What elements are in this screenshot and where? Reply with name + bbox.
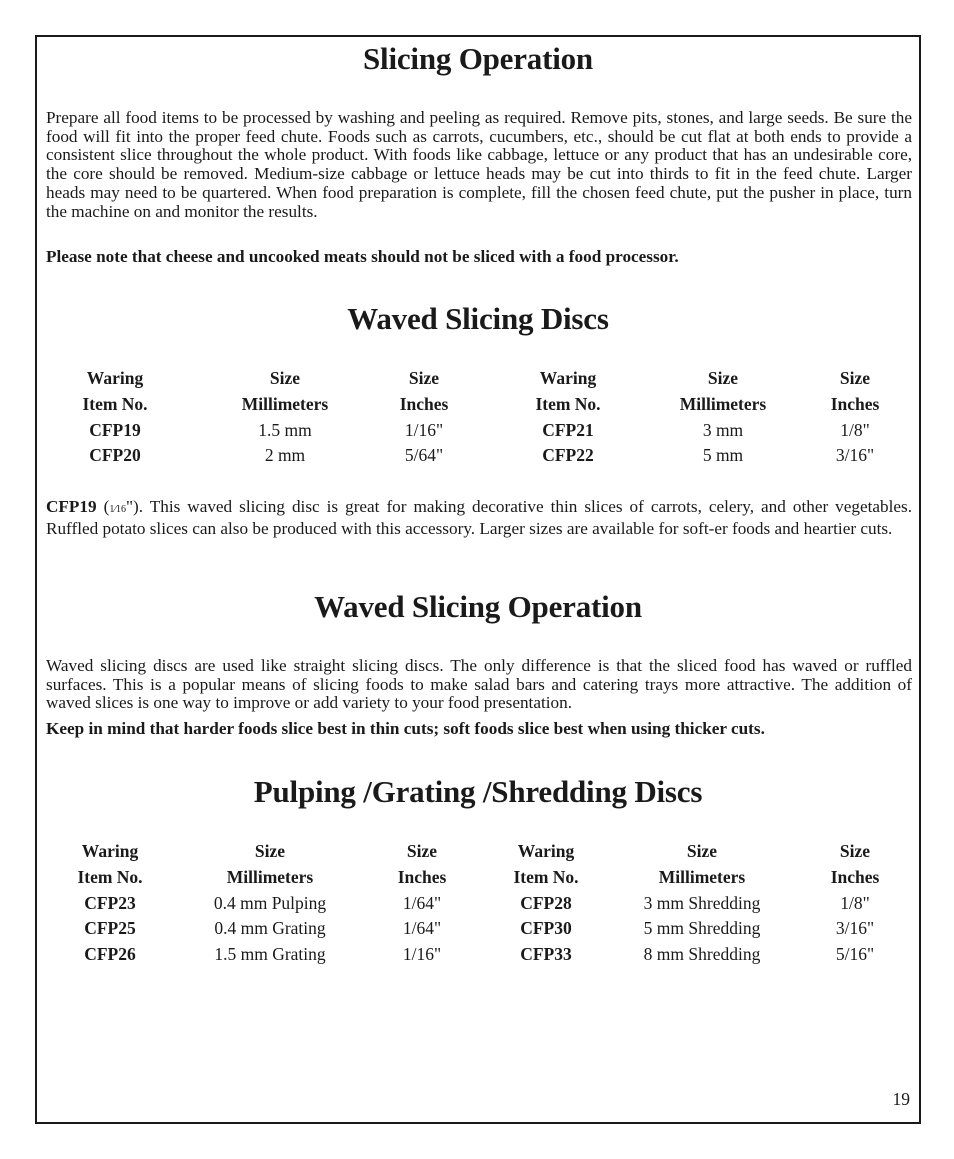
table-cell-item: CFP28 <box>520 893 572 913</box>
pulping-discs-table <box>37 838 919 978</box>
table-cell-mm: 8 mm Shredding <box>643 944 761 964</box>
header-waring: Waring <box>86 368 144 388</box>
section-title-pulping-discs: Pulping /Grating /Shredding Discs <box>253 774 703 809</box>
header-size: Size <box>839 841 871 861</box>
table-cell-item: CFP22 <box>542 445 594 465</box>
header-millimeters: Millimeters <box>241 394 329 414</box>
section-title-waved-slicing-operation: Waved Slicing Operation <box>314 589 642 624</box>
cfp19-description <box>46 498 912 538</box>
page-number: 19 <box>892 1089 910 1109</box>
waved-discs-table <box>37 365 919 475</box>
table-cell-inch: 1/16" <box>404 420 444 440</box>
table-cell-mm: 0.4 mm Grating <box>214 918 326 938</box>
slicing-operation-note: Please note that cheese and uncooked meats should not be sliced with a food processor. <box>46 247 679 266</box>
section-title-waved-slicing-discs: Waved Slicing Discs <box>347 301 609 336</box>
table-cell-mm: 3 mm Shredding <box>643 893 761 913</box>
table-cell-item: CFP33 <box>520 944 572 964</box>
table-cell-item: CFP19 <box>89 420 141 440</box>
header-inches: Inches <box>830 394 880 414</box>
table-cell-item: CFP21 <box>542 420 594 440</box>
table-cell-mm: 2 mm <box>264 445 306 465</box>
table-cell-item: CFP20 <box>89 445 141 465</box>
header-millimeters: Millimeters <box>679 394 767 414</box>
table-cell-inch: 1/64" <box>402 893 442 913</box>
header-inches: Inches <box>830 867 880 887</box>
table-cell-inch: 1/8" <box>840 893 870 913</box>
waved-slicing-operation-body: Waved slicing discs are used like straight slicing discs. The only difference is that the sliced food has waved or ruffled surfaces. This is a popular means of slicing foods to make salad bars and catering trays more attractive. The addition of waved slices is one way to improve or add variety to your food presentation. <box>46 656 912 713</box>
table-cell-mm: 0.4 mm Pulping <box>213 893 327 913</box>
header-item-no: Item No. <box>77 867 143 887</box>
slicing-operation-body: Prepare all food items to be processed by washing and peeling as required. Remove pits, stones, and large seeds. Be sure the food will fit into the proper feed chute. Foods such as carrots, cucumbers, etc., should be cut flat at both ends to provide a consistent slice throughout the whole product. With foods like cabbage, lettuce or any product that has an undesirable core, the core should be removed. Medium-size cabbage or lettuce heads may be cut into thirds to fit in the feed chute. Larger heads may need to be quartered. When food preparation is complete, fill the chosen feed chute, put the pusher in place, turn the machine on and monitor the results. <box>46 108 912 221</box>
header-inches: Inches <box>397 867 447 887</box>
table-cell-mm: 1.5 mm Grating <box>214 944 326 964</box>
header-size: Size <box>254 841 286 861</box>
waved-slicing-operation-note: Keep in mind that harder foods slice best in thin cuts; soft foods slice best when using thicker cuts. <box>46 719 765 738</box>
table-cell-item: CFP26 <box>84 944 136 964</box>
cfp19-item-label: CFP19 <box>46 497 97 516</box>
header-item-no: Item No. <box>513 867 579 887</box>
header-waring: Waring <box>81 841 139 861</box>
table-cell-item: CFP25 <box>84 918 136 938</box>
header-size: Size <box>707 368 739 388</box>
table-cell-mm: 5 mm <box>702 445 744 465</box>
header-size: Size <box>686 841 718 861</box>
header-item-no: Item No. <box>535 394 601 414</box>
header-item-no: Item No. <box>82 394 148 414</box>
cfp19-description-text: "). This waved slicing disc is great for making decorative thin slices of carrots, celery, and other vegetables. Ruffled potato slices can also be produced with this accessory. Larger sizes are available for soft-er foods and heartier cuts. <box>46 497 912 538</box>
table-cell-inch: 1/16" <box>402 944 442 964</box>
cfp19-paren-open: ( <box>96 497 110 516</box>
table-cell-item: CFP23 <box>84 893 136 913</box>
header-size: Size <box>839 368 871 388</box>
section-title-slicing-operation: Slicing Operation <box>363 41 593 76</box>
header-inches: Inches <box>399 394 449 414</box>
header-size: Size <box>408 368 440 388</box>
table-cell-mm: 3 mm <box>702 420 744 440</box>
table-cell-mm: 1.5 mm <box>258 420 312 440</box>
table-cell-inch: 5/64" <box>404 445 444 465</box>
cfp19-fraction: 1⁄16 <box>109 504 127 515</box>
table-cell-inch: 1/8" <box>840 420 870 440</box>
header-millimeters: Millimeters <box>226 867 314 887</box>
header-size: Size <box>406 841 438 861</box>
header-waring: Waring <box>539 368 597 388</box>
table-cell-inch: 5/16" <box>835 944 875 964</box>
header-millimeters: Millimeters <box>658 867 746 887</box>
table-cell-item: CFP30 <box>520 918 572 938</box>
header-size: Size <box>269 368 301 388</box>
table-cell-mm: 5 mm Shredding <box>643 918 761 938</box>
table-cell-inch: 3/16" <box>835 918 875 938</box>
table-cell-inch: 3/16" <box>835 445 875 465</box>
header-waring: Waring <box>517 841 575 861</box>
page-frame <box>35 35 921 1124</box>
table-cell-inch: 1/64" <box>402 918 442 938</box>
